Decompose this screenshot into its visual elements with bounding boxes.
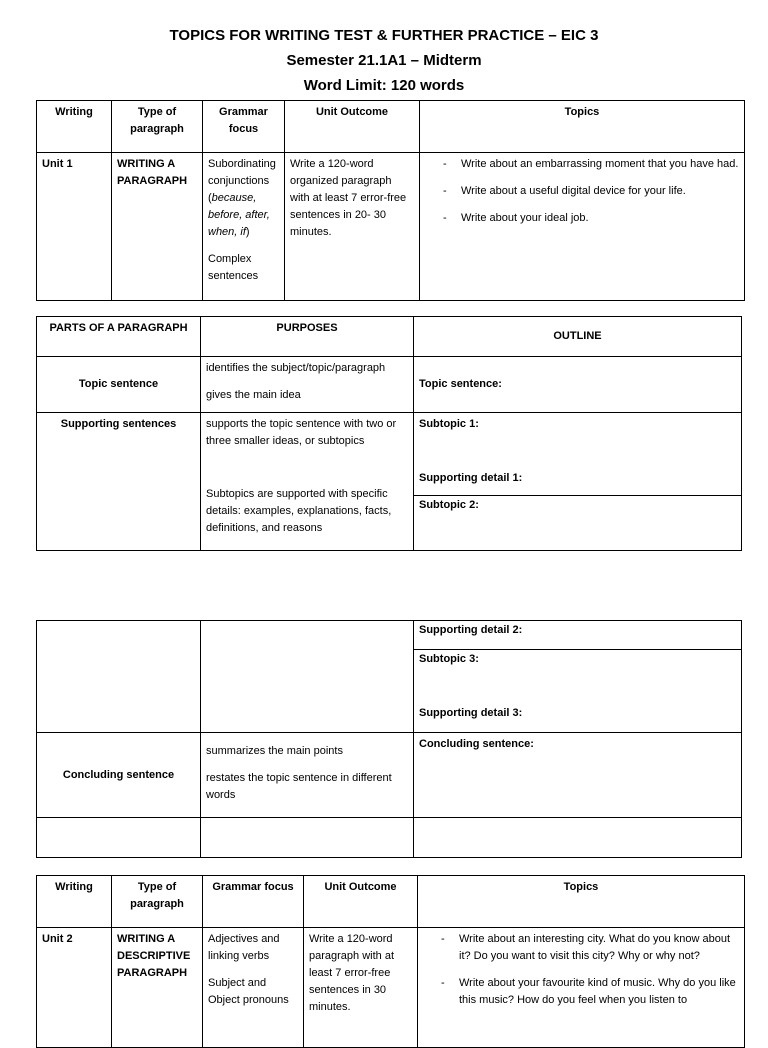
unit1-row bbox=[37, 153, 745, 301]
empty-cell bbox=[201, 621, 414, 733]
empty-cell bbox=[37, 818, 201, 858]
part-concluding: Concluding sentence bbox=[37, 733, 201, 818]
empty-cell bbox=[37, 621, 201, 733]
unit2-label: Unit 2 bbox=[37, 928, 112, 1048]
parts-table-continued bbox=[36, 620, 742, 858]
purpose-line: Subtopics are supported with specific details: examples, explanations, facts, definitions, and reasons bbox=[206, 488, 392, 534]
outline-subtopic-3: Subtopic 3: bbox=[419, 653, 479, 665]
col-topics: Topics bbox=[418, 876, 745, 928]
unit1-table bbox=[36, 100, 745, 301]
outline-subtopic-2: Subtopic 2: bbox=[419, 499, 479, 511]
col-outcome: Unit Outcome bbox=[304, 876, 418, 928]
unit-table-header-row bbox=[37, 876, 745, 928]
unit1-label: Unit 1 bbox=[37, 153, 112, 301]
unit1-outcome: Write a 120-word organized paragraph with at least 7 error-free sentences in 20- 30 minutes. bbox=[285, 153, 420, 301]
grammar-text: Subordinating conjunctions ( bbox=[208, 158, 276, 204]
parts-header-row bbox=[37, 317, 742, 357]
purpose-supporting bbox=[201, 413, 414, 551]
col-outcome: Unit Outcome bbox=[285, 101, 420, 153]
outline-concluding: Concluding sentence: bbox=[414, 733, 742, 818]
empty-cell bbox=[201, 818, 414, 858]
empty-cell bbox=[414, 818, 742, 858]
outline-detail-3: Supporting detail 3: bbox=[419, 707, 523, 719]
page-title: TOPICS FOR WRITING TEST & FURTHER PRACTICE – EIC 3 bbox=[169, 27, 599, 44]
col-type: Type of paragraph bbox=[112, 101, 203, 153]
unit2-row bbox=[37, 928, 745, 1048]
col-grammar: Grammar focus bbox=[203, 876, 304, 928]
col-writing: Writing bbox=[37, 876, 112, 928]
supporting-row bbox=[37, 413, 742, 551]
continued-detail-row bbox=[37, 621, 742, 733]
unit2-type: WRITING A DESCRIPTIVE PARAGRAPH bbox=[112, 928, 203, 1048]
unit1-grammar bbox=[203, 153, 285, 301]
topic-item: - Write about your favourite kind of music. Why do you like this music? How do you feel when you listen to bbox=[423, 975, 739, 1009]
purpose-line: gives the main idea bbox=[206, 389, 301, 401]
topic-item: - Write about an embarrassing moment that you have had. bbox=[425, 156, 739, 173]
unit1-type: WRITING A PARAGRAPH bbox=[112, 153, 203, 301]
part-supporting: Supporting sentences bbox=[37, 413, 201, 551]
topic-item: - Write about a useful digital device for your life. bbox=[425, 183, 739, 200]
topic-item: - Write about an interesting city. What do you know about it? Do you want to visit this city? Why or why not? bbox=[423, 931, 739, 965]
topic-sentence-row bbox=[37, 357, 742, 413]
concluding-row bbox=[37, 733, 742, 818]
purpose-line: identifies the subject/topic/paragraph bbox=[206, 362, 386, 374]
outline-supporting bbox=[414, 413, 742, 551]
purpose-topic-sentence bbox=[201, 357, 414, 413]
outline-detail-2: Supporting detail 2: bbox=[419, 624, 523, 636]
outline-subtopic-1: Subtopic 1: bbox=[419, 418, 479, 430]
empty-row bbox=[37, 818, 742, 858]
col-writing: Writing bbox=[37, 101, 112, 153]
grammar-close: ) bbox=[245, 226, 250, 238]
grammar-complex: Complex sentences bbox=[208, 253, 259, 282]
unit2-grammar bbox=[203, 928, 304, 1048]
col-purposes: PURPOSES bbox=[201, 317, 414, 357]
parts-table bbox=[36, 316, 742, 551]
word-limit-heading: Word Limit: 120 words bbox=[303, 77, 465, 94]
grammar-italic: because, before, after, when, if bbox=[208, 192, 270, 238]
part-topic-sentence: Topic sentence bbox=[37, 357, 201, 413]
grammar-text: Subject and Object pronouns bbox=[208, 977, 289, 1006]
grammar-text: Adjectives and linking verbs bbox=[208, 933, 280, 962]
unit-table-header-row bbox=[37, 101, 745, 153]
outline-topic-sentence: Topic sentence: bbox=[414, 357, 742, 413]
col-type: Type of paragraph bbox=[112, 876, 203, 928]
unit2-outcome: Write a 120-word paragraph with at least 7 error-free sentences in 30 minutes. bbox=[304, 928, 418, 1048]
purpose-line: restates the topic sentence in different words bbox=[206, 772, 392, 801]
purpose-line: supports the topic sentence with two or three smaller ideas, or subtopics bbox=[206, 418, 397, 447]
col-grammar: Grammar focus bbox=[203, 101, 285, 153]
purpose-concluding bbox=[201, 733, 414, 818]
semester-heading: Semester 21.1A1 – Midterm bbox=[286, 52, 482, 69]
outline-detail-1: Supporting detail 1: bbox=[419, 472, 523, 484]
col-topics: Topics bbox=[420, 101, 745, 153]
outline-continued bbox=[414, 621, 742, 733]
topic-item: - Write about your ideal job. bbox=[425, 210, 739, 227]
unit2-topics bbox=[418, 928, 745, 1048]
purpose-line: summarizes the main points bbox=[206, 745, 343, 757]
col-outline: OUTLINE bbox=[414, 317, 742, 357]
col-parts: PARTS OF A PARAGRAPH bbox=[37, 317, 201, 357]
unit1-topics bbox=[420, 153, 745, 301]
unit2-table bbox=[36, 875, 745, 1048]
